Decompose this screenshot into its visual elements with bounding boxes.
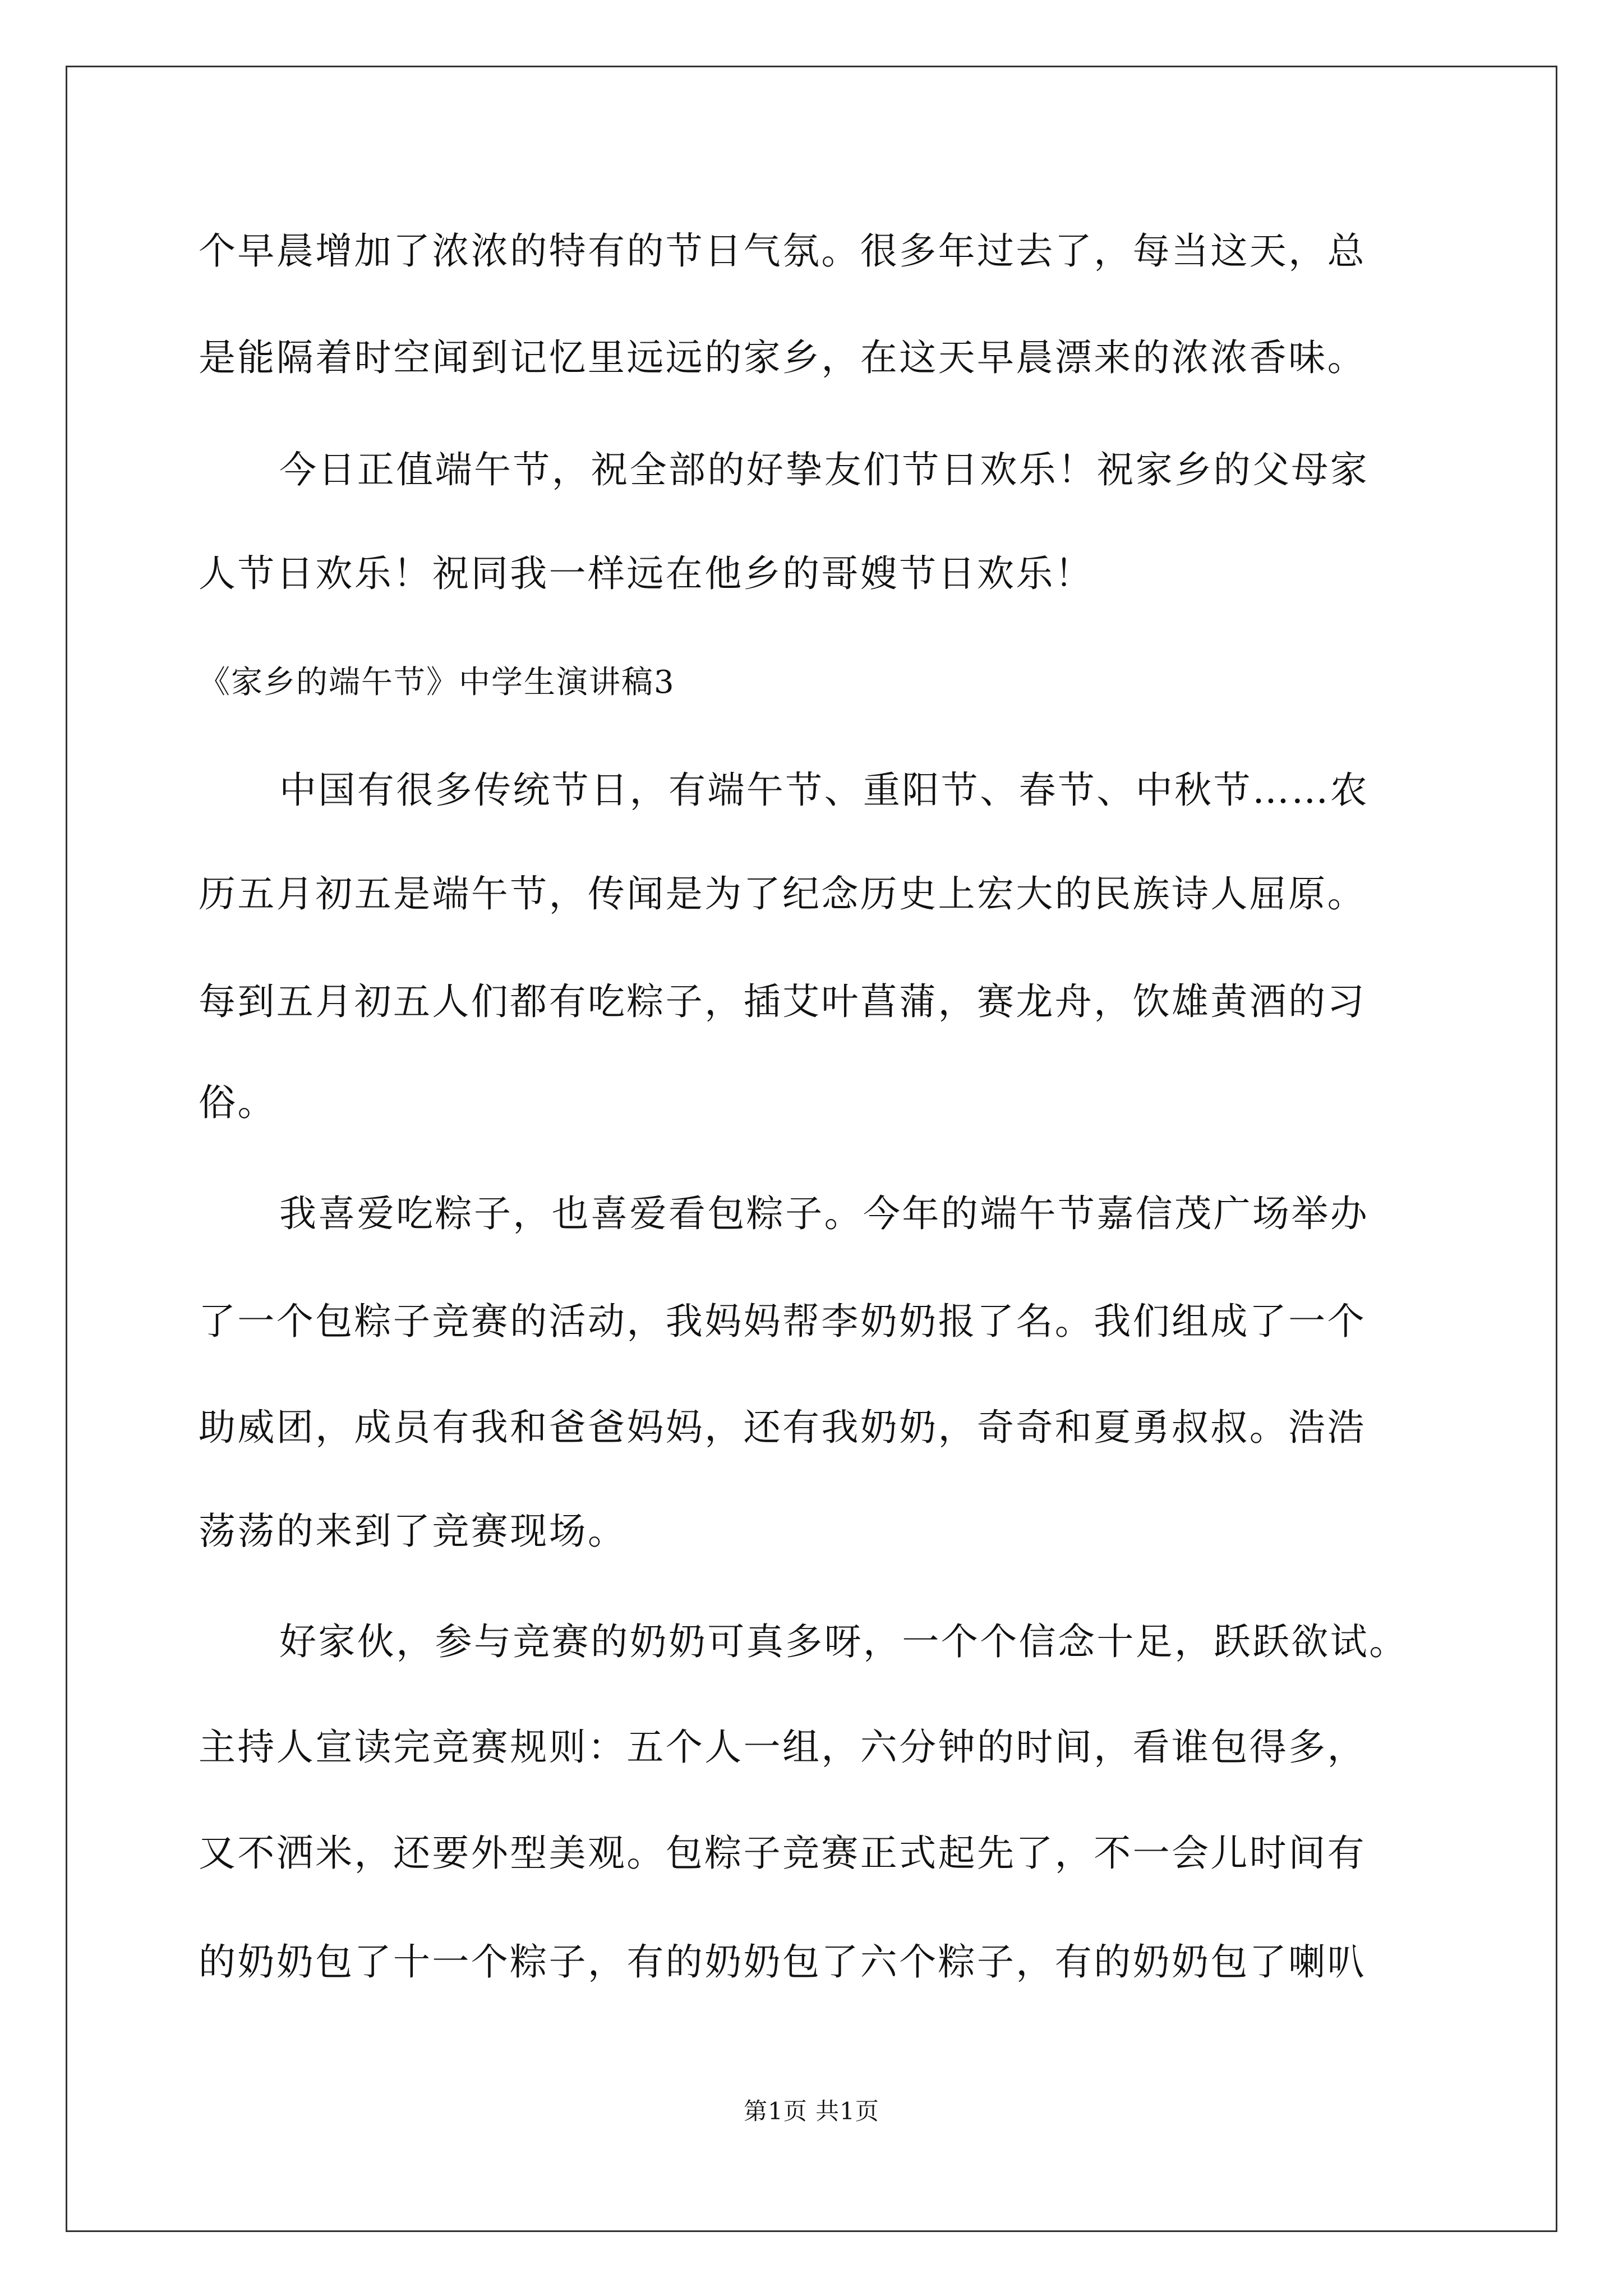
text-line: 荡荡的来到了竞赛现场。 [199,1510,627,1553]
text-line: 助威团，成员有我和爸爸妈妈，还有我奶奶，奇奇和夏勇叔叔。浩浩 [199,1406,1366,1449]
text-line: 个早晨增加了浓浓的特有的节日气氛。很多年过去了，每当这天，总 [199,229,1366,273]
text-line: 了一个包粽子竞赛的活动，我妈妈帮李奶奶报了名。我们组成了一个 [199,1300,1366,1343]
text-line: 的奶奶包了十一个粽子，有的奶奶包了六个粽子，有的奶奶包了喇叭 [199,1940,1366,1984]
text-line: 今日正值端午节，祝全部的好挚友们节日欢乐！祝家乡的父母家 [279,448,1370,491]
text-line: 我喜爱吃粽子，也喜爱看包粽子。今年的端午节嘉信茂广场举办 [279,1192,1370,1235]
text-line: 每到五月初五人们都有吃粽子，插艾叶菖蒲，赛龙舟，饮雄黄酒的习 [199,980,1366,1023]
page-footer: 第1页 共1页 [744,2097,879,2125]
text-line: 人节日欢乐！祝同我一样远在他乡的哥嫂节日欢乐！ [199,552,1094,595]
section-heading: 《家乡的端午节》中学生演讲稿3 [199,664,675,701]
text-line: 又不洒米，还要外型美观。包粽子竞赛正式起先了，不一会儿时间有 [199,1832,1366,1875]
text-line: 中国有很多传统节日，有端午节、重阳节、春节、中秋节……农 [279,769,1370,812]
text-line: 俗。 [199,1081,276,1124]
text-line: 好家伙，参与竞赛的奶奶可真多呀，一个个信念十足，跃跃欲试。 [279,1620,1408,1663]
text-line: 历五月初五是端午节，传闻是为了纪念历史上宏大的民族诗人屈原。 [199,872,1366,915]
page-border [66,66,1557,2232]
text-line: 是能隔着时空闻到记忆里远远的家乡，在这天早晨漂来的浓浓香味。 [199,336,1366,379]
text-line: 主持人宣读完竞赛规则：五个人一组，六分钟的时间，看谁包得多， [199,1726,1366,1769]
